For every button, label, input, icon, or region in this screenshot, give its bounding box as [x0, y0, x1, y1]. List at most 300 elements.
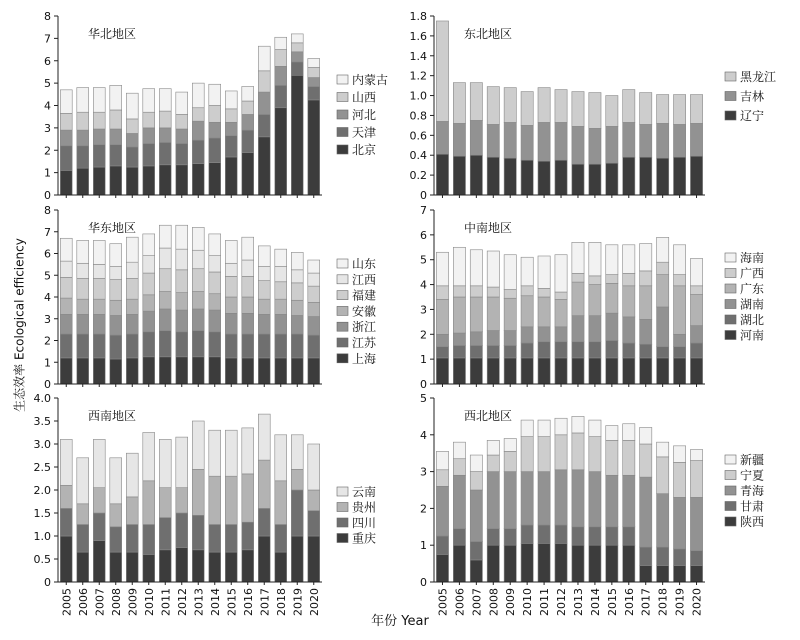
legend-swatch	[725, 72, 736, 81]
legend-label: 青海	[740, 484, 765, 498]
bar-segment	[77, 314, 89, 334]
bar-segment	[192, 550, 204, 582]
bar-segment	[555, 122, 567, 160]
bar-segment	[623, 157, 635, 195]
y-tick-label: 0	[420, 189, 427, 202]
bar-segment	[436, 536, 448, 554]
bar-segment	[487, 297, 499, 331]
bar-segment	[555, 160, 567, 195]
bar-segment	[275, 299, 287, 314]
bar-segment	[521, 327, 533, 343]
bar-segment	[291, 334, 303, 358]
bar-segment	[606, 275, 618, 284]
bar-segment	[504, 545, 516, 582]
bar-segment	[690, 450, 702, 461]
bar-segment	[93, 279, 105, 300]
bar-segment	[242, 86, 254, 101]
chart-title: 西北地区	[464, 409, 513, 423]
bar-segment	[521, 420, 533, 437]
bar-segment	[470, 542, 482, 560]
bar-segment	[673, 245, 685, 275]
bar-segment	[93, 314, 105, 334]
bar-segment	[60, 146, 72, 171]
bar-segment	[143, 481, 155, 525]
bar-segment	[589, 472, 601, 527]
bar-segment	[143, 357, 155, 384]
bar-segment	[176, 548, 188, 583]
x-tick-label: 2010	[521, 588, 535, 616]
legend-label: 安徽	[352, 304, 377, 319]
bar-segment	[110, 129, 122, 145]
bar-segment	[275, 334, 287, 358]
bar-segment	[275, 37, 287, 49]
legend-swatch	[725, 111, 736, 120]
bar-segment	[504, 255, 516, 290]
bar-segment	[291, 34, 303, 43]
bar-segment	[192, 357, 204, 384]
y-tick-label: 5	[44, 77, 51, 91]
bar-segment	[126, 119, 138, 134]
bar-segment	[538, 161, 550, 195]
legend-swatch	[337, 75, 348, 84]
bar-segment	[640, 565, 652, 582]
bar-segment	[436, 286, 448, 300]
bar-segment	[589, 437, 601, 472]
bar-segment	[192, 121, 204, 140]
bar-segment	[192, 292, 204, 309]
bar-segment	[308, 286, 320, 302]
y-tick-label: 1	[420, 353, 427, 367]
bar-segment	[258, 536, 270, 582]
bar-segment	[110, 458, 122, 504]
legend-label: 河北	[352, 108, 377, 122]
bar-segment	[126, 497, 138, 525]
bar-segment	[209, 294, 221, 310]
legend-swatch	[337, 338, 348, 347]
y-tick-label: 4	[420, 278, 427, 292]
bar-segment	[640, 427, 652, 444]
chart-panel	[420, 204, 764, 391]
bar-segment	[77, 240, 89, 263]
bar-segment	[258, 281, 270, 299]
bar-segment	[504, 358, 516, 384]
bar-segment	[308, 273, 320, 286]
y-axis-title	[4, 210, 34, 440]
bar-segment	[209, 476, 221, 524]
bar-segment	[521, 160, 533, 195]
bar-segment	[657, 347, 669, 358]
bar-segment	[176, 270, 188, 293]
y-tick-label: 0	[44, 189, 51, 202]
bar-segment	[159, 518, 171, 550]
bar-segment	[60, 130, 72, 146]
y-tick-label: 3.5	[33, 415, 51, 428]
bar-segment	[291, 469, 303, 490]
bar-segment	[538, 122, 550, 161]
bar-segment	[623, 358, 635, 384]
bar-segment	[623, 343, 635, 358]
bar-segment	[453, 529, 465, 546]
bar-segment	[606, 426, 618, 441]
legend-swatch	[337, 291, 348, 300]
bar-segment	[60, 238, 72, 261]
bar-segment	[487, 87, 499, 125]
bar-segment	[640, 93, 652, 125]
bar-segment	[623, 317, 635, 343]
bar-segment	[77, 552, 89, 582]
x-tick-label: 2015	[605, 588, 619, 616]
bar-segment	[275, 282, 287, 299]
chart-title: 中南地区	[464, 221, 513, 235]
bar-segment	[159, 248, 171, 269]
bar-segment	[291, 43, 303, 52]
bar-segment	[225, 109, 237, 122]
bar-segment	[159, 331, 171, 357]
bar-segment	[159, 269, 171, 292]
bar-segment	[110, 145, 122, 166]
y-tick-label: 3.0	[33, 438, 51, 451]
bar-segment	[209, 310, 221, 332]
bar-segment	[291, 270, 303, 283]
y-tick-label: 0.5	[33, 553, 51, 566]
bar-segment	[521, 437, 533, 472]
bar-segment	[60, 358, 72, 384]
bar-segment	[225, 358, 237, 384]
bar-segment	[453, 83, 465, 124]
y-tick-label: 7	[44, 32, 51, 46]
bar-segment	[242, 276, 254, 297]
bar-segment	[673, 157, 685, 195]
bar-segment	[209, 357, 221, 384]
bar-segment	[589, 342, 601, 358]
y-tick-label: 4	[44, 99, 51, 113]
bar-segment	[159, 225, 171, 248]
x-tick-label: 2006	[76, 588, 90, 616]
bar-segment	[504, 451, 516, 471]
bar-segment	[673, 334, 685, 346]
bar-segment	[192, 331, 204, 357]
bar-segment	[308, 317, 320, 335]
bar-segment	[690, 343, 702, 358]
bar-segment	[225, 276, 237, 297]
bar-segment	[110, 166, 122, 195]
bar-segment	[291, 315, 303, 333]
bar-segment	[487, 472, 499, 529]
y-tick-label: 0.8	[409, 109, 427, 123]
bar-segment	[673, 462, 685, 497]
bar-segment	[192, 269, 204, 292]
legend-label: 湖北	[740, 313, 765, 327]
bar-segment	[572, 92, 584, 127]
bar-segment	[606, 545, 618, 582]
y-tick-label: 1.0	[409, 89, 427, 103]
bar-segment	[110, 110, 122, 129]
bar-segment	[487, 157, 499, 195]
bar-segment	[470, 155, 482, 195]
bar-segment	[623, 424, 635, 441]
bar-segment	[176, 249, 188, 270]
bar-segment	[657, 275, 669, 307]
bar-segment	[504, 331, 516, 346]
bar-segment	[258, 358, 270, 384]
legend-label: 四川	[352, 516, 377, 530]
bar-segment	[192, 140, 204, 163]
bar-segment	[93, 541, 105, 582]
bar-segment	[60, 485, 72, 508]
bar-segment	[258, 46, 270, 71]
bar-segment	[291, 75, 303, 195]
legend-label: 陕西	[740, 515, 765, 529]
bar-segment	[673, 347, 685, 358]
bar-segment	[258, 71, 270, 92]
bar-segment	[192, 421, 204, 469]
bar-segment	[291, 283, 303, 300]
bar-segment	[159, 292, 171, 309]
bar-segment	[308, 490, 320, 511]
bar-segment	[242, 297, 254, 313]
bar-segment	[93, 358, 105, 384]
bar-segment	[176, 165, 188, 195]
legend-swatch	[337, 503, 348, 512]
y-tick-label: 0	[44, 576, 51, 589]
bar-segment	[308, 335, 320, 358]
y-axis-title-text: 生态效率 Ecological efficiency	[12, 238, 27, 412]
bar-segment	[77, 88, 89, 113]
bar-segment	[623, 527, 635, 545]
bar-segment	[487, 358, 499, 384]
bar-segment	[470, 83, 482, 121]
bar-segment	[308, 536, 320, 582]
bar-segment	[275, 66, 287, 85]
bar-segment	[126, 525, 138, 553]
bar-segment	[225, 136, 237, 157]
bar-segment	[275, 552, 287, 582]
bar-segment	[126, 358, 138, 384]
bar-segment	[110, 335, 122, 359]
bar-segment	[521, 472, 533, 525]
bar-segment	[126, 552, 138, 582]
bar-segment	[275, 85, 287, 107]
legend-label: 湖南	[740, 297, 765, 312]
legend-label: 浙江	[352, 320, 377, 335]
bar-segment	[521, 257, 533, 286]
chart-panel	[44, 204, 377, 391]
legend-swatch	[725, 517, 736, 526]
bar-segment	[176, 144, 188, 165]
x-tick-label: 2014	[208, 588, 222, 616]
bar-segment	[176, 293, 188, 310]
bar-segment	[640, 319, 652, 344]
bar-segment	[93, 129, 105, 145]
x-tick-label: 2006	[453, 588, 467, 616]
x-tick-label: 2013	[192, 588, 206, 616]
bar-segment	[589, 420, 601, 437]
bar-segment	[291, 52, 303, 62]
bar-segment	[589, 164, 601, 195]
legend-swatch	[337, 93, 348, 102]
y-tick-label: 8	[44, 204, 51, 217]
bar-segment	[258, 114, 270, 136]
bar-segment	[77, 168, 89, 195]
bar-segment	[690, 358, 702, 384]
y-tick-label: 0	[420, 576, 427, 589]
bar-segment	[242, 474, 254, 522]
bar-segment	[126, 167, 138, 195]
bar-segment	[60, 334, 72, 358]
bar-segment	[521, 92, 533, 126]
bar-segment	[308, 302, 320, 316]
bar-segment	[538, 420, 550, 437]
bar-segment	[453, 442, 465, 459]
bar-segment	[504, 158, 516, 195]
legend-swatch	[725, 471, 736, 480]
bar-segment	[589, 93, 601, 129]
bar-segment	[673, 497, 685, 549]
legend-label: 江苏	[352, 336, 377, 350]
bar-segment	[640, 244, 652, 271]
legend-label: 山东	[352, 257, 377, 271]
bar-segment	[77, 263, 89, 278]
bar-segment	[225, 122, 237, 135]
bar-segment	[487, 124, 499, 157]
bar-segment	[555, 90, 567, 123]
bar-segment	[176, 129, 188, 144]
bar-segment	[126, 279, 138, 300]
bar-segment	[209, 332, 221, 357]
bar-segment	[93, 88, 105, 113]
bar-segment	[470, 286, 482, 297]
x-tick-label: 2007	[470, 588, 484, 616]
bar-segment	[436, 299, 448, 334]
bar-segment	[572, 273, 584, 282]
bar-segment	[275, 249, 287, 266]
y-tick-label: 1.0	[33, 530, 51, 543]
bar-segment	[126, 453, 138, 497]
bar-segment	[308, 100, 320, 195]
legend-swatch	[725, 253, 736, 262]
bar-segment	[143, 89, 155, 112]
bar-segment	[657, 158, 669, 195]
x-tick-label: 2014	[588, 588, 602, 616]
y-tick-label: 2	[420, 502, 427, 516]
bar-segment	[470, 332, 482, 346]
bar-segment	[93, 488, 105, 513]
bar-segment	[640, 547, 652, 565]
bar-segment	[225, 263, 237, 276]
bar-segment	[589, 358, 601, 384]
bar-segment	[242, 101, 254, 114]
legend-label: 宁夏	[740, 468, 765, 483]
bar-segment	[436, 121, 448, 154]
bar-segment	[640, 124, 652, 157]
bar-segment	[126, 262, 138, 278]
bar-segment	[673, 358, 685, 384]
bar-segment	[93, 112, 105, 129]
bar-segment	[110, 315, 122, 335]
bar-segment	[143, 525, 155, 555]
bar-segment	[77, 504, 89, 525]
bar-segment	[192, 250, 204, 268]
bar-segment	[126, 237, 138, 262]
y-tick-label: 3	[420, 303, 427, 317]
bar-segment	[453, 358, 465, 384]
bar-segment	[143, 332, 155, 357]
bar-segment	[192, 83, 204, 108]
legend-label: 辽宁	[740, 109, 765, 123]
bar-segment	[176, 310, 188, 332]
bar-segment	[673, 95, 685, 125]
bar-segment	[159, 309, 171, 331]
x-tick-label: 2011	[538, 588, 552, 616]
y-tick-label: 7	[44, 225, 51, 239]
x-tick-label: 2005	[436, 588, 450, 616]
bar-segment	[572, 470, 584, 527]
bar-segment	[555, 342, 567, 358]
legend-swatch	[725, 502, 736, 511]
bar-segment	[143, 554, 155, 582]
bar-segment	[487, 251, 499, 287]
bar-segment	[572, 545, 584, 582]
bar-segment	[487, 331, 499, 346]
bar-segment	[126, 334, 138, 358]
bar-segment	[521, 343, 533, 358]
bar-segment	[143, 144, 155, 166]
bar-segment	[159, 550, 171, 582]
bar-segment	[242, 313, 254, 334]
bar-segment	[657, 95, 669, 124]
legend-swatch	[725, 455, 736, 464]
bar-segment	[77, 334, 89, 358]
chart-title: 东北地区	[464, 27, 513, 41]
bar-segment	[143, 112, 155, 128]
y-tick-label: 0	[44, 378, 51, 391]
bar-segment	[657, 123, 669, 158]
bar-segment	[176, 332, 188, 357]
legend-label: 甘肃	[740, 499, 765, 514]
x-tick-label: 2019	[673, 588, 687, 616]
bar-segment	[60, 536, 72, 582]
legend-swatch	[337, 534, 348, 543]
bar-segment	[110, 280, 122, 301]
bar-segment	[538, 543, 550, 582]
bar-segment	[275, 108, 287, 195]
x-tick-label: 2018	[274, 588, 288, 616]
bar-segment	[143, 256, 155, 273]
y-tick-label: 1.8	[409, 10, 427, 23]
bar-segment	[291, 536, 303, 582]
bar-segment	[110, 267, 122, 280]
bar-segment	[159, 165, 171, 195]
bar-segment	[275, 481, 287, 525]
bar-segment	[470, 250, 482, 286]
y-tick-label: 0.6	[409, 129, 427, 143]
bar-segment	[93, 264, 105, 278]
bar-segment	[308, 67, 320, 77]
bar-segment	[308, 86, 320, 99]
bar-segment	[504, 298, 516, 330]
bar-segment	[589, 242, 601, 276]
bar-segment	[606, 341, 618, 358]
legend-swatch	[337, 145, 348, 154]
x-tick-label: 2012	[175, 588, 189, 616]
bar-segment	[110, 527, 122, 552]
legend-label: 新疆	[740, 453, 765, 467]
bar-segment	[572, 282, 584, 316]
bar-segment	[453, 475, 465, 528]
bar-segment	[242, 130, 254, 152]
bar-segment	[623, 273, 635, 285]
bar-segment	[487, 545, 499, 582]
